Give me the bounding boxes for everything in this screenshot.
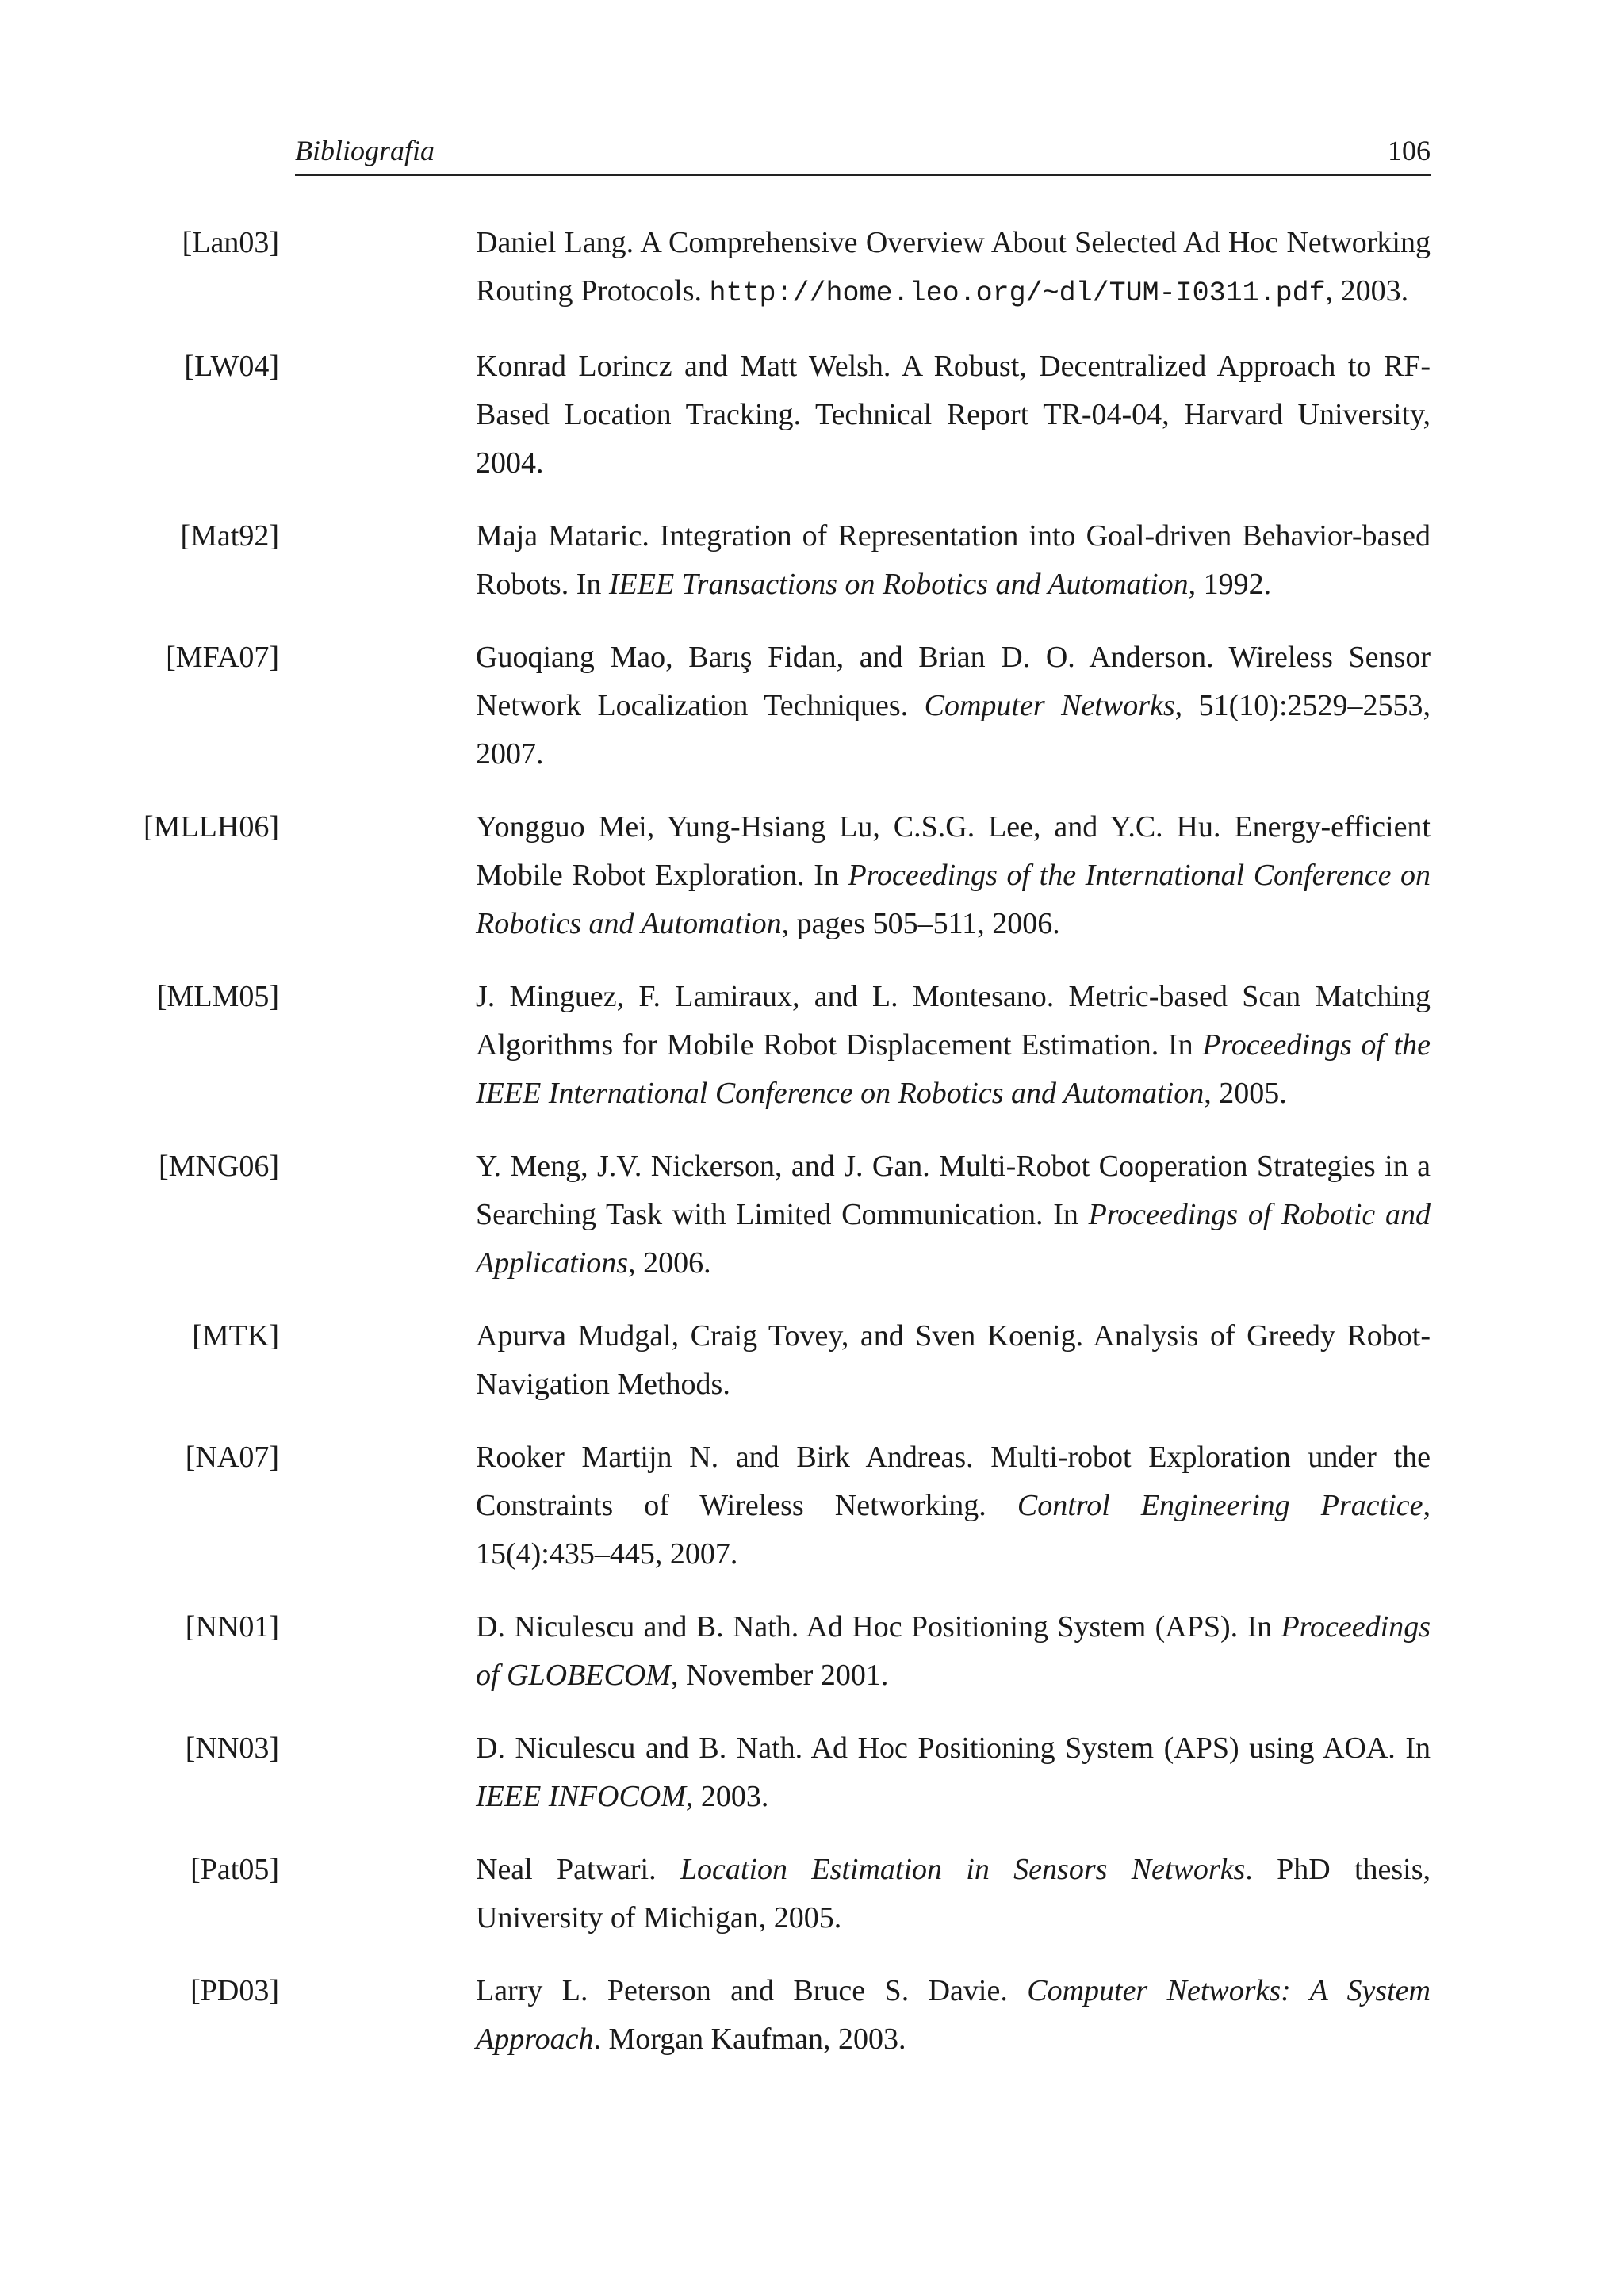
reference-title-italic: Proceedings of the International Conference on Robotics and Automation [476,859,1431,940]
bib-key: [NA07] [185,1441,279,1474]
bibliography-list [144,219,1431,2088]
bib-key: [MFA07] [166,641,279,674]
reference-segment: , 2005. [1204,1077,1287,1110]
reference-segment: , pages 505–511, 2006. [781,907,1060,940]
bib-entry [185,1603,1431,1700]
reference-segment: Guoqiang Mao, Barış Fidan, and Brian D. O. Anderson. Wireless Sensor Network Localization Techniques. [476,641,1431,722]
reference-title-italic: IEEE INFOCOM [476,1780,686,1813]
reference-segment: D. Niculescu and B. Nath. Ad Hoc Positioning System (APS) using AOA. In [476,1732,1431,1765]
bib-reference-text [476,973,1431,1118]
bib-entry [159,1142,1431,1288]
reference-segment: Neal Patwari. [476,1853,680,1886]
bib-key: [Lan03] [182,226,279,259]
bib-entry [190,1967,1431,2064]
reference-title-italic: Proceedings of the IEEE International Conference on Robotics and Automation [476,1028,1431,1110]
reference-title-italic: Computer Networks [924,689,1175,722]
bib-entry [190,1846,1431,1942]
reference-title-italic: Computer Networks: A System Approach [476,1974,1431,2056]
bib-reference-text [476,803,1431,948]
reference-segment: , November 2001. [670,1659,889,1692]
bib-reference-text [476,512,1431,609]
reference-segment: , 51(10):2529–2553, 2007. [476,689,1431,771]
reference-title-italic: IEEE Transactions on Robotics and Automation [608,568,1189,601]
bib-key: [MLM05] [156,980,279,1013]
reference-segment: , 2003. [1325,274,1409,308]
bib-entry [182,219,1431,318]
reference-segment: , 2003. [685,1780,769,1813]
bib-entry [185,1433,1431,1578]
reference-title-italic: Location Estimation in Sensors Networks [680,1853,1246,1886]
bib-reference-text [476,1433,1431,1578]
bib-entry [166,633,1431,779]
reference-segment: . PhD thesis, University of Michigan, 2005. [476,1853,1431,1934]
bib-entry [192,1312,1431,1409]
bib-key: [Pat05] [190,1853,279,1886]
bib-key: [LW04] [184,350,279,383]
bib-reference-text [476,1312,1431,1409]
reference-segment: , 1992. [1188,568,1272,601]
section-title: Bibliografia [295,135,435,166]
reference-title-italic: Proceedings of Robotic and Applications [476,1198,1431,1280]
bib-reference-text [476,1724,1431,1821]
bib-key: [PD03] [190,1974,279,2007]
reference-segment: , 15(4):435–445, 2007. [476,1489,1431,1571]
reference-segment: D. Niculescu and B. Nath. Ad Hoc Positioning System (APS). In [476,1610,1281,1644]
reference-segment: Maja Mataric. Integration of Representation into Goal-driven Behavior-based Robots. In [476,519,1431,601]
bib-reference-text [476,219,1431,318]
reference-title-italic: Proceedings of GLOBECOM [476,1610,1431,1692]
running-header [295,133,1431,176]
bib-reference-text [476,1967,1431,2064]
bib-reference-text [476,342,1431,488]
bib-reference-text [476,1846,1431,1942]
reference-segment: Yongguo Mei, Yung-Hsiang Lu, C.S.G. Lee, and Y.C. Hu. Energy-efficient Mobile Robot Exploration. In [476,810,1431,892]
reference-segment: J. Minguez, F. Lamiraux, and L. Montesano. Metric-based Scan Matching Algorithms for Mobile Robot Displacement Estimation. In [476,980,1431,1062]
reference-segment: Larry L. Peterson and Bruce S. Davie. [476,1974,1028,2007]
bib-key: [Mat92] [180,519,279,553]
bib-reference-text [476,633,1431,779]
reference-segment: . Morgan Kaufman, 2003. [593,2022,906,2056]
reference-url[interactable]: http://home.leo.org/~dl/TUM-I0311.pdf [709,277,1326,309]
bib-key: [NN01] [185,1610,279,1644]
bib-entry [156,973,1431,1118]
bib-reference-text [476,1142,1431,1288]
bib-entry [184,342,1431,488]
bib-key: [MNG06] [159,1150,279,1183]
bib-entry [144,803,1431,948]
reference-segment: Daniel Lang. A Comprehensive Overview About Selected Ad Hoc Networking Routing Protocols. [476,226,1431,308]
bib-reference-text [476,1603,1431,1700]
bib-key: [NN03] [185,1732,279,1765]
reference-segment: , 2006. [628,1246,711,1280]
bib-key: [MTK] [192,1319,279,1353]
reference-segment: Rooker Martijn N. and Birk Andreas. Multi-robot Exploration under the Constraints of Wireless Networking. [476,1441,1431,1522]
reference-segment: Konrad Lorincz and Matt Welsh. A Robust, Decentralized Approach to RF-Based Location Tracking. Technical Report TR-04-04, Harvard University, 2004. [476,350,1431,480]
bib-key: [MLLH06] [144,810,279,844]
page-number: 106 [1388,135,1431,166]
reference-segment: Apurva Mudgal, Craig Tovey, and Sven Koenig. Analysis of Greedy Robot-Navigation Methods. [476,1319,1431,1401]
bib-entry [185,1724,1431,1821]
reference-segment: Y. Meng, J.V. Nickerson, and J. Gan. Multi-Robot Cooperation Strategies in a Searching Task with Limited Communication. In [476,1150,1431,1231]
bib-entry [180,512,1431,609]
reference-title-italic: Control Engineering Practice [1017,1489,1423,1522]
